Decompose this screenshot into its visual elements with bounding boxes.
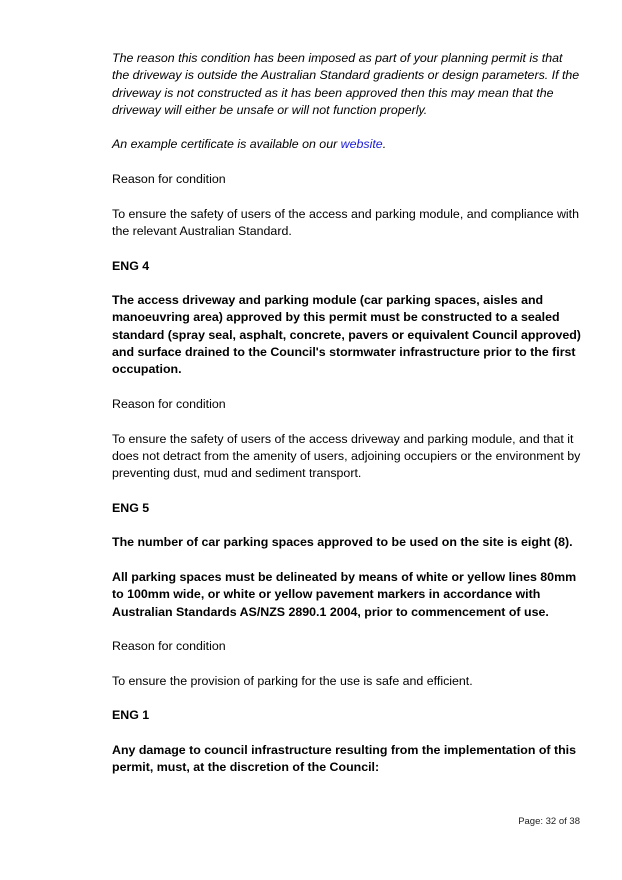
example-certificate-period: .: [382, 137, 387, 152]
example-certificate-paragraph: [112, 136, 582, 153]
reason-for-condition-label: Reason for condition: [112, 639, 226, 654]
reason-text: To ensure the safety of users of the access and parking module, and compliance with the relevant Australian Standard.: [112, 206, 579, 238]
reason-for-condition-label: Reason for condition: [112, 396, 226, 411]
eng1-heading: ENG 1: [112, 708, 150, 723]
reason-for-condition-label: Reason for condition: [112, 172, 226, 187]
eng1-condition: Any damage to council infrastructure resulting from the implementation of this permit, must, at the discretion of the Council:: [112, 742, 577, 775]
page-number: Page: 32 of 38: [518, 816, 580, 827]
eng4-condition: The access driveway and parking module (car parking spaces, aisles and manoeuvring area) approved by this permit must be constructed to a sealed standard (spray seal, asphalt, concrete, pavers or equivalent Council approved) and surface drained to the Council's stormwater infrastructure prior to the first occupation.: [112, 293, 581, 377]
reason-text: To ensure the provision of parking for the use is safe and efficient.: [112, 673, 473, 688]
eng5-condition-spaces: The number of car parking spaces approved to be used on the site is eight (8).: [112, 535, 573, 550]
eng4-heading: ENG 4: [112, 258, 150, 273]
eng5-condition-delineation: All parking spaces must be delineated by means of white or yellow lines 80mm to 100mm wide, or white or yellow pavement markers in accordance with Australian Standards AS/NZS 2890.1 2004, prior to commencement of use.: [112, 569, 577, 619]
document-page: [112, 50, 582, 794]
website-link[interactable]: website: [340, 137, 383, 152]
example-certificate-text: An example certificate is available on our: [112, 137, 341, 152]
reason-imposed-paragraph: The reason this condition has been imposed as part of your planning permit is that the driveway is outside the Australian Standard gradients or design parameters. If the driveway is not constructed as it has been approved then this may mean that the driveway will either be unsafe or will not function properly.: [112, 51, 580, 117]
reason-text: To ensure the safety of users of the access driveway and parking module, and that it does not detract from the amenity of users, adjoining occupiers or the environment by preventing dust, mud and sediment transport.: [112, 431, 581, 481]
eng5-heading: ENG 5: [112, 500, 150, 515]
